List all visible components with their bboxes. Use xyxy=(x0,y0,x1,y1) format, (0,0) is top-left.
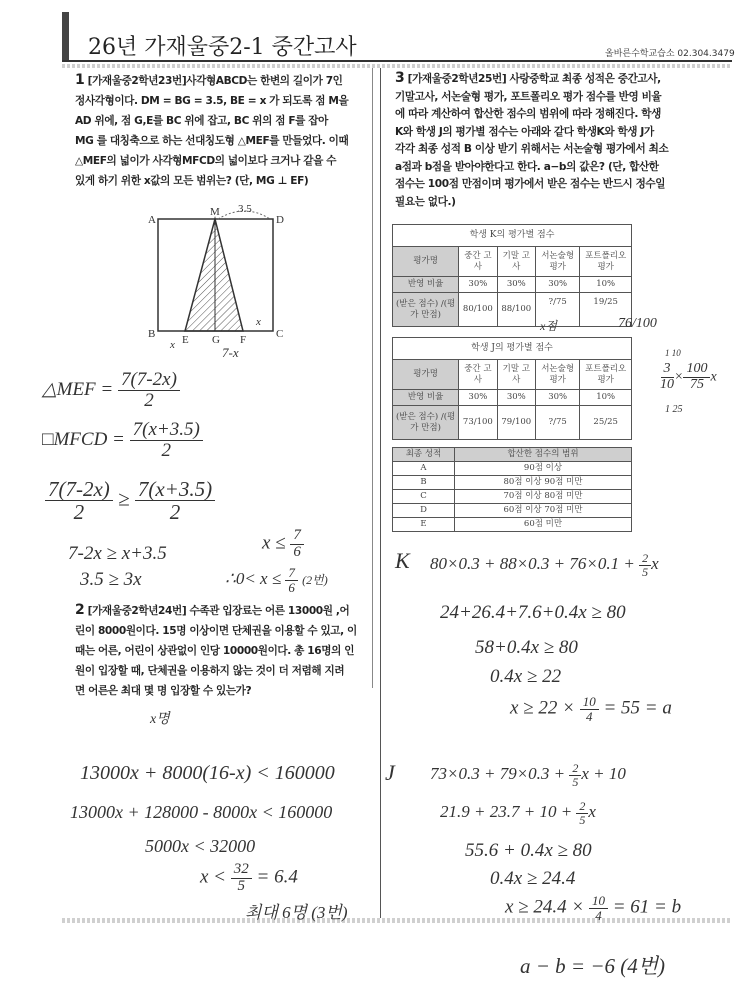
hw-step: 80×0.3 + 88×0.3 + 76×0.1 + $\frac{2}{5}$ x xyxy=(430,551,659,579)
label-e: E xyxy=(182,334,189,346)
q-line: K와 학생 J의 평가별 점수는 아래와 같다 학생K와 학생 J가 xyxy=(395,125,654,138)
hw-answer: ∴0< x ≤ $\frac{7}{6}$ (2번) xyxy=(225,565,328,595)
hw-area-mef: △MEF = $\frac{7(7-2x)}{2}$ xyxy=(42,370,180,411)
label-ef: 7-x xyxy=(222,345,239,360)
header-bar xyxy=(62,12,69,62)
q-line: 정사각형이다. DM = BG = 3.5, BE = x 가 되도록 점 M을 xyxy=(75,95,349,107)
hw-step: 21.9 + 23.7 + 10 + $\frac{2}{5}$ x xyxy=(440,799,596,827)
page-title: 26년 가재울중2-1 중간고사 xyxy=(88,35,357,60)
hw-step: 3.5 ≥ 3x xyxy=(80,569,142,590)
hw-label-j: J xyxy=(385,760,395,785)
hw-label-k: K xyxy=(395,548,410,573)
q-line: 에 따라 계산하여 합산한 점수의 범위에 따라 정해진다. 학생 xyxy=(395,108,661,120)
q-line: [가재울중2학년25번] 사랑중학교 최종 성적은 중간고사, xyxy=(407,73,661,85)
q-line: △MEF의 넓이가 사각형MFCD의 넓이보다 크거나 같을 수 xyxy=(75,155,337,167)
question-number: 2 xyxy=(75,602,85,618)
label-g: G xyxy=(212,334,220,346)
hw-step: 55.6 + 0.4x ≥ 80 xyxy=(465,840,592,861)
q-line: 면 어른은 최대 몇 명 입장할 수 있는가? xyxy=(75,685,252,697)
academy-contact: 올바른수학교습소 02.304.3479 xyxy=(605,49,735,59)
column-divider xyxy=(380,68,381,918)
header-rule xyxy=(62,60,732,62)
q-line: 필요는 없다.) xyxy=(395,195,456,208)
q-line: 점수는 100점 만점이며 평가에서 받은 점수는 반드시 정수일 xyxy=(395,178,666,190)
hw-step: 13000x + 8000(16-x) < 160000 xyxy=(80,762,335,784)
hw-side-calc: $\frac{3}{10}$ × $\frac{100}{75}$ x xyxy=(660,361,717,392)
question-number: 1 xyxy=(75,72,85,88)
label-d: D xyxy=(276,214,284,226)
hw-inequality: $\frac{7(7-2x)}{2}$ ≥ $\frac{7(x+3.5)}{2}$ xyxy=(45,478,215,523)
question-2 xyxy=(75,600,375,701)
hw-step: 58+0.4x ≥ 80 xyxy=(475,637,578,658)
hw-step: x ≤ $\frac{7}{6}$ xyxy=(262,528,304,561)
label-fc: x xyxy=(256,316,261,328)
label-dm: 3.5 xyxy=(238,203,252,215)
table-grades: 최종 성적 합산한 점수의 범위 A 90점 이상 B 80점 이상 90점 미만 C 70점 이상 80점 미만 D 60점 이상 70점 미만 E 60점 미만 xyxy=(392,447,632,532)
q-line: [가재울중2학년24번] 수족관 입장료는 어른 13000원 ,어 xyxy=(87,605,350,617)
label-c: C xyxy=(276,328,284,340)
question-1 xyxy=(75,70,371,191)
q-line: MG 를 대칭축으로 하는 선대칭도형 △MEF를 만들었다. 이때 xyxy=(75,135,349,147)
label-f: F xyxy=(240,334,247,346)
hw-note-x: x점 xyxy=(540,319,557,333)
label-be: x xyxy=(170,339,175,351)
q-line: 각각 최종 성적 B 이상 받기 위해서는 서논술형 평가에서 최소 xyxy=(395,143,669,155)
table-student-k: 학생 K의 평가별 점수 평가명 중간 고사 기말 고사 서논술형 평가 포트폴리오 평가 반영 비율 30% 30% 30% 10% (받은 점수) /(평가 만점) 80/100 88/100 ?/75 19/25 xyxy=(392,224,632,327)
table-student-j: 학생 J의 평가별 점수 평가명 중간 고사 기말 고사 서논술형 평가 포트폴리오 평가 반영 비율 30% 30% 30% 10% (받은 점수) /(평가 만점) 73/100 79/100 ?/75 25/25 xyxy=(392,337,632,440)
hw-answer-a: x ≥ 22 × $\frac{10}{4}$ = 55 = a xyxy=(510,694,672,724)
hw-area-mfcd: □MFCD = $\frac{7(x+3.5)}{2}$ xyxy=(42,420,203,461)
label-a: A xyxy=(148,214,156,226)
hw-step: 13000x + 128000 - 8000x < 160000 xyxy=(70,802,333,822)
square-figure xyxy=(130,195,300,365)
hw-answer-b: x ≥ 24.4 × $\frac{10}{4}$ = 61 = b xyxy=(505,893,682,923)
hw-step: 7-2x ≥ x+3.5 xyxy=(68,543,167,564)
hw-step: 0.4x ≥ 22 xyxy=(490,666,562,687)
watermark-band xyxy=(62,64,732,68)
column-divider-inner xyxy=(372,68,373,688)
question-number: 3 xyxy=(395,70,405,86)
q-line: 린이 8000원이다. 15명 이상이면 단체권을 이용할 수 있고, 이 xyxy=(75,625,357,637)
hw-variable: x명 xyxy=(150,712,170,727)
q-line: AD 위에, 점 G,E를 BC 위에 잡고, BC 위의 점 F를 잡아 xyxy=(75,115,328,127)
q-line: 원이 입장할 때, 단체권을 이용하지 않는 것이 더 저렴해 지려 xyxy=(75,665,345,677)
hw-final-answer: a − b = −6 (4번) xyxy=(520,954,666,978)
hw-side-bottom: 1 25 xyxy=(665,404,683,415)
q-line: 있게 하기 위한 x값의 모든 범위는? (단, MG ⊥ EF) xyxy=(75,175,309,187)
hw-note-portfolio: 76/100 xyxy=(618,316,657,331)
q-line: 기말고사, 서논술형 평가, 포트폴리오 평가 점수를 반영 비율 xyxy=(395,90,662,103)
hw-side-top: 1 10 xyxy=(665,348,681,358)
hw-step: x < $\frac{32}{5}$ = 6.4 xyxy=(200,861,298,894)
hw-step: 24+26.4+7.6+0.4x ≥ 80 xyxy=(440,602,626,623)
hw-step: 73×0.3 + 79×0.3 + $\frac{2}{5}$ x + 10 xyxy=(430,761,626,789)
hw-step: 0.4x ≥ 24.4 xyxy=(490,868,576,889)
q-line: [가재울중2학년23번]사각형ABCD는 한변의 길이가 7인 xyxy=(87,75,343,87)
label-m: M xyxy=(210,206,220,218)
hw-step: 5000x < 32000 xyxy=(145,836,256,856)
q-line: 때는 어른, 어린이 상관없이 인당 10000원이다. 총 16명의 인 xyxy=(75,645,355,657)
label-b: B xyxy=(148,328,156,340)
question-3 xyxy=(395,70,730,211)
q-line: a점과 b점을 받아야한다고 한다. a−b의 값은? (단, 합산한 xyxy=(395,160,659,173)
hw-answer: 최대 6명 (3번) xyxy=(245,903,348,922)
